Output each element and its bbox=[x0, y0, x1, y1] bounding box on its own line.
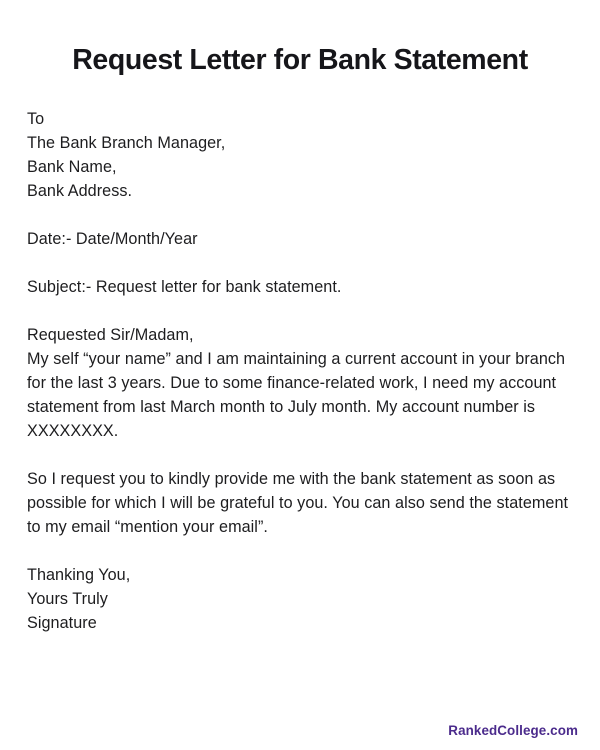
recipient-address-block-line-3: Bank Address. bbox=[27, 182, 133, 200]
closing-signature-block-line-0: Thanking You, bbox=[27, 566, 131, 584]
date-line-line-0: Date:- Date/Month/Year bbox=[27, 230, 198, 248]
recipient-address-block-line-0: To bbox=[27, 110, 45, 128]
subject-line-line-0: Subject:- Request letter for bank statement. bbox=[27, 278, 342, 296]
salutation-and-first-paragraph-line-0: Requested Sir/Madam, bbox=[27, 326, 194, 344]
date-line bbox=[27, 227, 573, 251]
request-paragraph bbox=[27, 467, 573, 539]
recipient-address-block-line-2: Bank Name, bbox=[27, 158, 117, 176]
site-watermark: RankedCollege.com bbox=[448, 722, 578, 738]
subject-line bbox=[27, 275, 573, 299]
closing-signature-block-line-1: Yours Truly bbox=[27, 590, 108, 608]
salutation-and-first-paragraph bbox=[27, 323, 573, 443]
salutation-and-first-paragraph-line-1: My self “your name” and I am maintaining a current account in your branch for the last 3 years. Due to some finance-related work, I need my account statement from last March month to July month. My account number is XXXXXXXX. bbox=[27, 350, 566, 440]
recipient-address-block-line-1: The Bank Branch Manager, bbox=[27, 134, 226, 152]
page-title: Request Letter for Bank Statement bbox=[72, 44, 528, 77]
closing-signature-block bbox=[27, 563, 573, 635]
recipient-address-block bbox=[27, 107, 573, 203]
closing-signature-block-line-2: Signature bbox=[27, 614, 97, 632]
request-paragraph-line-0: So I request you to kindly provide me with the bank statement as soon as possible for which I will be grateful to you. You can also send the statement to my email “mention your email”. bbox=[27, 470, 569, 536]
letter-body bbox=[27, 107, 573, 635]
